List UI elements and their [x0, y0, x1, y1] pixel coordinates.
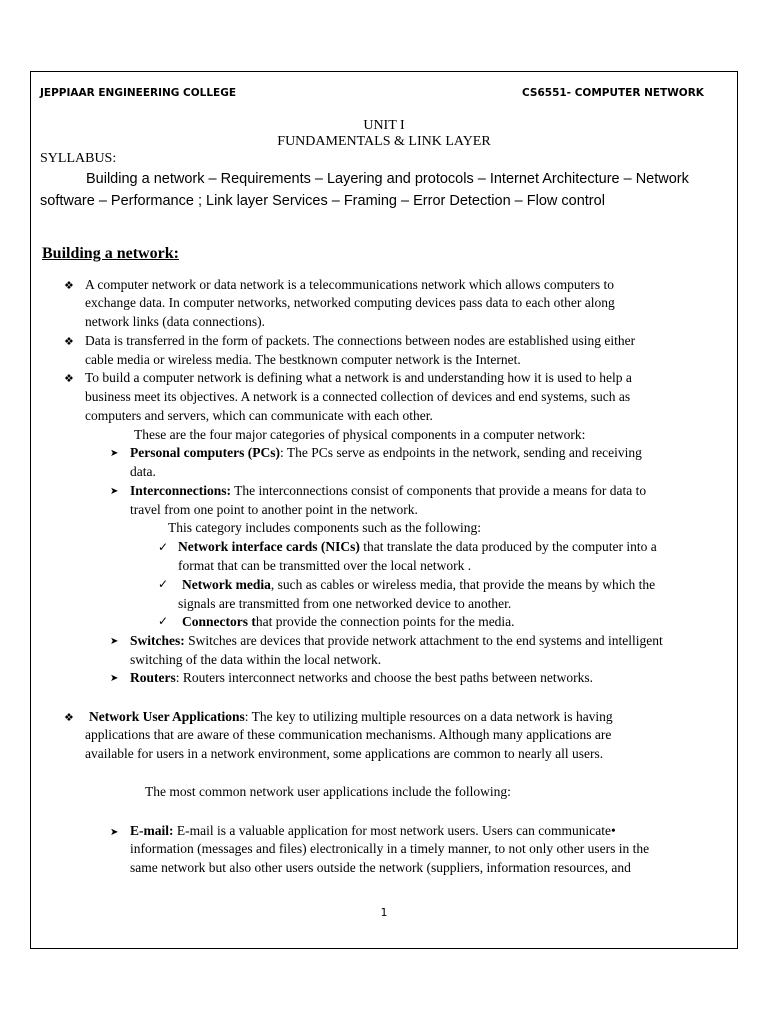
pcs-line-2: data.: [130, 464, 156, 479]
arrow-bullet-icon: ➤: [110, 636, 119, 647]
switches-line-2: switching of the data within the local network.: [130, 652, 382, 667]
unit-title: UNIT I: [363, 118, 405, 133]
routers-text: : Routers interconnect networks and choose the best paths between networks.: [175, 670, 594, 685]
nua-term: Network User Applications: [89, 709, 245, 724]
bullet-2-line-2: cable media or wireless media. The bestknown computer network is the Internet.: [85, 352, 521, 367]
nua-line-1: [89, 709, 613, 725]
connectors-text: hat provide the connection points for the media.: [255, 614, 515, 629]
email-line-2: information (messages and files) electronically in a timely manner, to not only other users in the: [130, 841, 650, 856]
syllabus-label: SYLLABUS:: [40, 151, 117, 166]
email-line-1: [130, 823, 616, 839]
category-includes: This category includes components such as the following:: [168, 520, 482, 535]
bullet-3-line-2: business meet its objectives. A network is a connected collection of devices and end systems, such as: [85, 389, 631, 404]
email-term: E-mail:: [130, 823, 174, 838]
checkmark-icon: ✓: [158, 614, 169, 628]
interconnections-line-1: [130, 483, 646, 499]
arrow-bullet-icon: ➤: [110, 827, 119, 838]
syllabus-line-1: Building a network – Requirements – Layering and protocols – Internet Architecture – Network: [86, 171, 689, 187]
checkmark-icon: ✓: [158, 577, 169, 591]
bullet-3-line-1: To build a computer network is defining what a network is and understanding how it is used to help a: [85, 370, 632, 385]
diamond-bullet-icon: ❖: [64, 279, 74, 292]
media-line-2: signals are transmitted from one networked device to another.: [178, 596, 512, 611]
bullet-2-line-1: Data is transferred in the form of packets. The connections between nodes are established using either: [85, 333, 636, 348]
pcs-line-1: [130, 445, 642, 461]
pcs-term: Personal computers (PCs): [130, 445, 280, 460]
bullet-1-line-2: exchange data. In computer networks, networked computing devices pass data to each other along: [85, 295, 615, 310]
media-term: Network media: [182, 577, 271, 592]
bullet-1-line-3: network links (data connections).: [85, 314, 265, 329]
unit-subtitle: FUNDAMENTALS & LINK LAYER: [277, 134, 491, 149]
connectors-term: Connectors t: [182, 614, 256, 629]
bullet-3-line-3: computers and servers, which can communicate with each other.: [85, 408, 433, 423]
diamond-bullet-icon: ❖: [64, 711, 74, 724]
routers-line: [130, 670, 593, 686]
section-heading: Building a network:: [42, 245, 179, 262]
routers-term: Routers: [130, 670, 176, 685]
interconnections-text: The interconnections consist of components that provide a means for data to: [231, 483, 647, 498]
nics-term: Network interface cards (NICs): [178, 539, 360, 554]
diamond-bullet-icon: ❖: [64, 335, 74, 348]
nics-line-1: [178, 539, 657, 555]
page-number: 1: [380, 906, 388, 919]
college-name: JEPPIAAR ENGINEERING COLLEGE: [40, 87, 237, 99]
bullet-1-line-1: A computer network or data network is a telecommunications network which allows computers to: [85, 277, 614, 292]
switches-term: Switches:: [130, 633, 185, 648]
diamond-bullet-icon: ❖: [64, 372, 74, 385]
switches-line-1: [130, 633, 663, 649]
checkmark-icon: ✓: [158, 540, 169, 554]
nics-text: that translate the data produced by the computer into a: [359, 539, 657, 554]
nua-line-3: available for users in a network environment, some applications are common to nearly all users.: [85, 746, 604, 761]
nua-line-2: applications that are aware of these communication mechanisms. Although many applications are: [85, 727, 612, 742]
email-text: E-mail is a valuable application for most network users. Users can communicate•: [173, 823, 616, 838]
interconnections-line-2: travel from one point to another point in the network.: [130, 502, 418, 517]
nics-line-2: format that can be transmitted over the local network .: [178, 558, 472, 573]
arrow-bullet-icon: ➤: [110, 448, 119, 459]
switches-text: Switches are devices that provide network attachment to the end systems and intelligent: [184, 633, 663, 648]
course-code: CS6551- COMPUTER NETWORK: [522, 87, 704, 99]
interconnections-term: Interconnections:: [130, 483, 231, 498]
arrow-bullet-icon: ➤: [110, 486, 119, 497]
pcs-text: : The PCs serve as endpoints in the network, sending and receiving: [279, 445, 642, 460]
email-line-3: same network but also other users outside the network (suppliers, information resources, and: [130, 860, 631, 875]
media-text: , such as cables or wireless media, that provide the means by which the: [270, 577, 656, 592]
media-line-1: [182, 577, 655, 593]
common-apps-intro: The most common network user applications include the following:: [145, 784, 511, 799]
syllabus-line-2: software – Performance ; Link layer Services – Framing – Error Detection – Flow control: [40, 193, 605, 209]
categories-intro: These are the four major categories of physical components in a computer network:: [134, 427, 586, 442]
arrow-bullet-icon: ➤: [110, 673, 119, 684]
nua-text: : The key to utilizing multiple resources on a data network is having: [244, 709, 613, 724]
connectors-line: [182, 614, 515, 630]
